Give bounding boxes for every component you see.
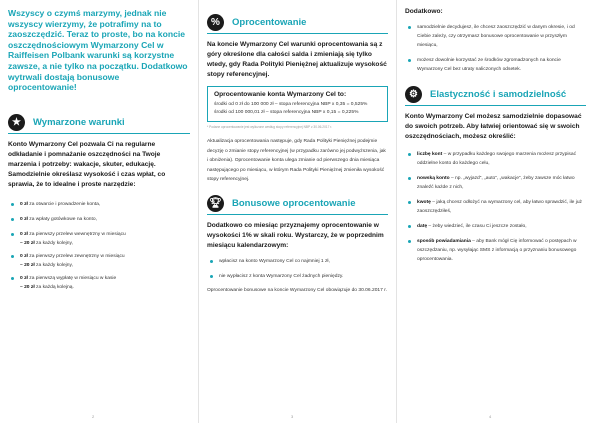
list-subitem: – 20 zł za każdy kolejny, bbox=[20, 240, 73, 246]
section-header-interest bbox=[207, 14, 388, 34]
intro-text: Wszyscy o czymś marzymy, jednak nie wszyscy wierzymy, że potrafimy na to zaoszczędzić. Teraz to proste, bo na koncie oszczędnościowym Wymarzony Cel w Raiffeisen Polbank warunki są korzystne zawsze, a nie tylko na początku. Dodatkowo wytrwali dostają bonusowe oprocentowanie! bbox=[8, 8, 188, 93]
bullet-icon bbox=[11, 218, 14, 221]
section-body: Konto Wymarzony Cel możesz samodzielnie dopasować do swoich potrzeb. Aby łatwiej orientować się w swoich oszczędnościach, możesz określić: bbox=[405, 113, 582, 140]
page-right bbox=[396, 0, 594, 423]
gear-icon: ⚙ bbox=[405, 86, 422, 103]
trophy-icon: 🏆︎ bbox=[207, 195, 224, 212]
list-item: nie wypłacisz z konta Wymarzony Cel żadnych pieniędzy. bbox=[207, 272, 388, 281]
bullet-icon bbox=[408, 153, 411, 156]
page-middle bbox=[198, 0, 396, 423]
section-title: Elastyczność i samodzielność bbox=[430, 89, 567, 100]
bullet-icon bbox=[408, 177, 411, 180]
footnote: * Podane oprocentowanie jest wyliczone według stopy referencyjnej NBP z 30.06.2017 r. bbox=[207, 125, 333, 129]
bullet-icon bbox=[11, 233, 14, 236]
flexibility-list bbox=[405, 150, 586, 264]
additional-header: Dodatkowo: bbox=[405, 8, 443, 15]
list-item: samodzielnie decydujesz, ile chcesz zaoszczędzić w danym okresie, i od Ciebie zależy, czy otrzymasz bonusowe oprocentowanie w przyszłym miesiącu, bbox=[405, 23, 586, 50]
section-header-conditions bbox=[8, 114, 190, 134]
interest-box bbox=[207, 86, 388, 122]
list-item: kwotę – jaką chcesz odłożyć na wymarzony cel, aby łatwo sprawdzić, ile już zaoszczędziłeś, bbox=[405, 198, 586, 216]
section-body: Na koncie Wymarzony Cel warunki oprocentowania są z góry określone dla całości salda i zmieniają się tylko wtedy, gdy Rada Polityki Pieniężnej aktualizuje wysokość stopy referencyjnej. bbox=[207, 41, 387, 78]
bullet-icon bbox=[408, 59, 411, 62]
list-item: sposób powiadamiania – aby Bank mógł Cię informować o postępach w oszczędzaniu, np. wysyłając SMS z informacją o przyznaniu bonusowego oprocentowania. bbox=[405, 237, 586, 264]
list-item: datę – żeby wiedzieć, ile czasu Ci jeszcze zostało, bbox=[405, 222, 586, 231]
bonus-list bbox=[207, 257, 388, 281]
closing-note: Oprocentowanie bonusowe na koncie Wymarzony Cel obowiązuje do 30.06.2017 r. bbox=[207, 287, 387, 293]
list-item: 0 zł za pierwszy przelew wewnętrzny w miesiącu bbox=[8, 230, 190, 239]
section-body: Konto Wymarzony Cel pozwala Ci na regularne odkładanie i pomnażanie oszczędności na Twoje marzenia i potrzeby: wakacje, skuter, edukację. Samodzielnie określasz wysokość i czas wpłat, co sprawia, że to idealne i proste narzędzie: bbox=[8, 140, 166, 188]
fee-list bbox=[8, 200, 190, 290]
bullet-icon bbox=[210, 275, 213, 278]
star-icon: ★ bbox=[8, 114, 25, 131]
list-item: 0 zł za pierwszą wypłatę w miesiącu w kasie bbox=[8, 274, 190, 283]
list-item: 0 zł za pierwszy przelew zewnętrzny w miesiącu bbox=[8, 252, 190, 261]
page-number: 3 bbox=[291, 414, 294, 419]
page-number: 2 bbox=[92, 414, 95, 419]
section-body: Dodatkowo co miesiąc przyznajemy oprocentowanie w wysokości 1% w skali roku. Wystarczy, że w poprzednim miesiącu kalendarzowym: bbox=[207, 221, 384, 249]
bullet-icon bbox=[408, 26, 411, 29]
list-item: 0 zł za wpłaty gotówkowe na konto, bbox=[8, 215, 190, 224]
section-title: Bonusowe oprocentowanie bbox=[232, 197, 356, 209]
list-item: możesz dowolnie korzystać ze środków zgromadzonych na koncie Wymarzony Cel bez utraty naliczonych odsetek. bbox=[405, 56, 586, 74]
bullet-icon bbox=[11, 277, 14, 280]
additional-list bbox=[405, 23, 586, 74]
percent-icon: % bbox=[207, 14, 224, 31]
section-title: Oprocentowanie bbox=[232, 17, 307, 28]
box-row: środki od 100 000,01 zł – stopa referencyjna NBP x 0,15 = 0,225% bbox=[214, 110, 359, 115]
bullet-icon bbox=[408, 201, 411, 204]
list-item: liczbę kont – w przypadku każdego swojego marzenia możesz przypisać oddzielne konto do każdego celu, bbox=[405, 150, 586, 168]
list-item: nowską konto – np. „wyjazd”, „auto”, „wakacje”, żeby zawsze móc łatwo znaleźć każde z nich, bbox=[405, 174, 586, 192]
page-left bbox=[0, 0, 198, 423]
list-subitem: – 20 zł za każdy kolejny, bbox=[20, 262, 73, 268]
list-item: wpłacisz na konto Wymarzony Cel co najmniej 1 zł, bbox=[207, 257, 388, 266]
section-header-flexibility bbox=[405, 86, 586, 106]
section-header-bonus bbox=[207, 195, 388, 215]
bullet-icon bbox=[408, 240, 411, 243]
list-subitem: – 20 zł za każdą kolejną. bbox=[20, 284, 74, 290]
paragraph: Aktualizacja oprocentowania następuje, gdy Rada Polityki Pieniężnej podejmie decyzję o zmianie stopy referencyjnej (w przypadku zarówno jej podwyższenia, jak i obniżenia). Oprocentowanie konta ulega zmianie od pierwszego dnia miesiąca następującego po miesiącu, w którym Rada Polityki Pieniężnej zmieniła wysokość stopy referencyjnej. bbox=[207, 139, 386, 182]
bullet-icon bbox=[408, 225, 411, 228]
list-item: 0 zł za otwarcie i prowadzenie konta, bbox=[8, 200, 190, 209]
section-title: Wymarzone warunki bbox=[33, 116, 125, 128]
bullet-icon bbox=[210, 260, 213, 263]
page-number: 4 bbox=[489, 414, 492, 419]
box-title: Oprocentowanie konta Wymarzony Cel to: bbox=[214, 91, 347, 98]
bullet-icon bbox=[11, 203, 14, 206]
bullet-icon bbox=[11, 255, 14, 258]
box-row: środki od 0 zł do 100 000 zł – stopa referencyjna NBP x 0,35 = 0,525% bbox=[214, 102, 368, 107]
